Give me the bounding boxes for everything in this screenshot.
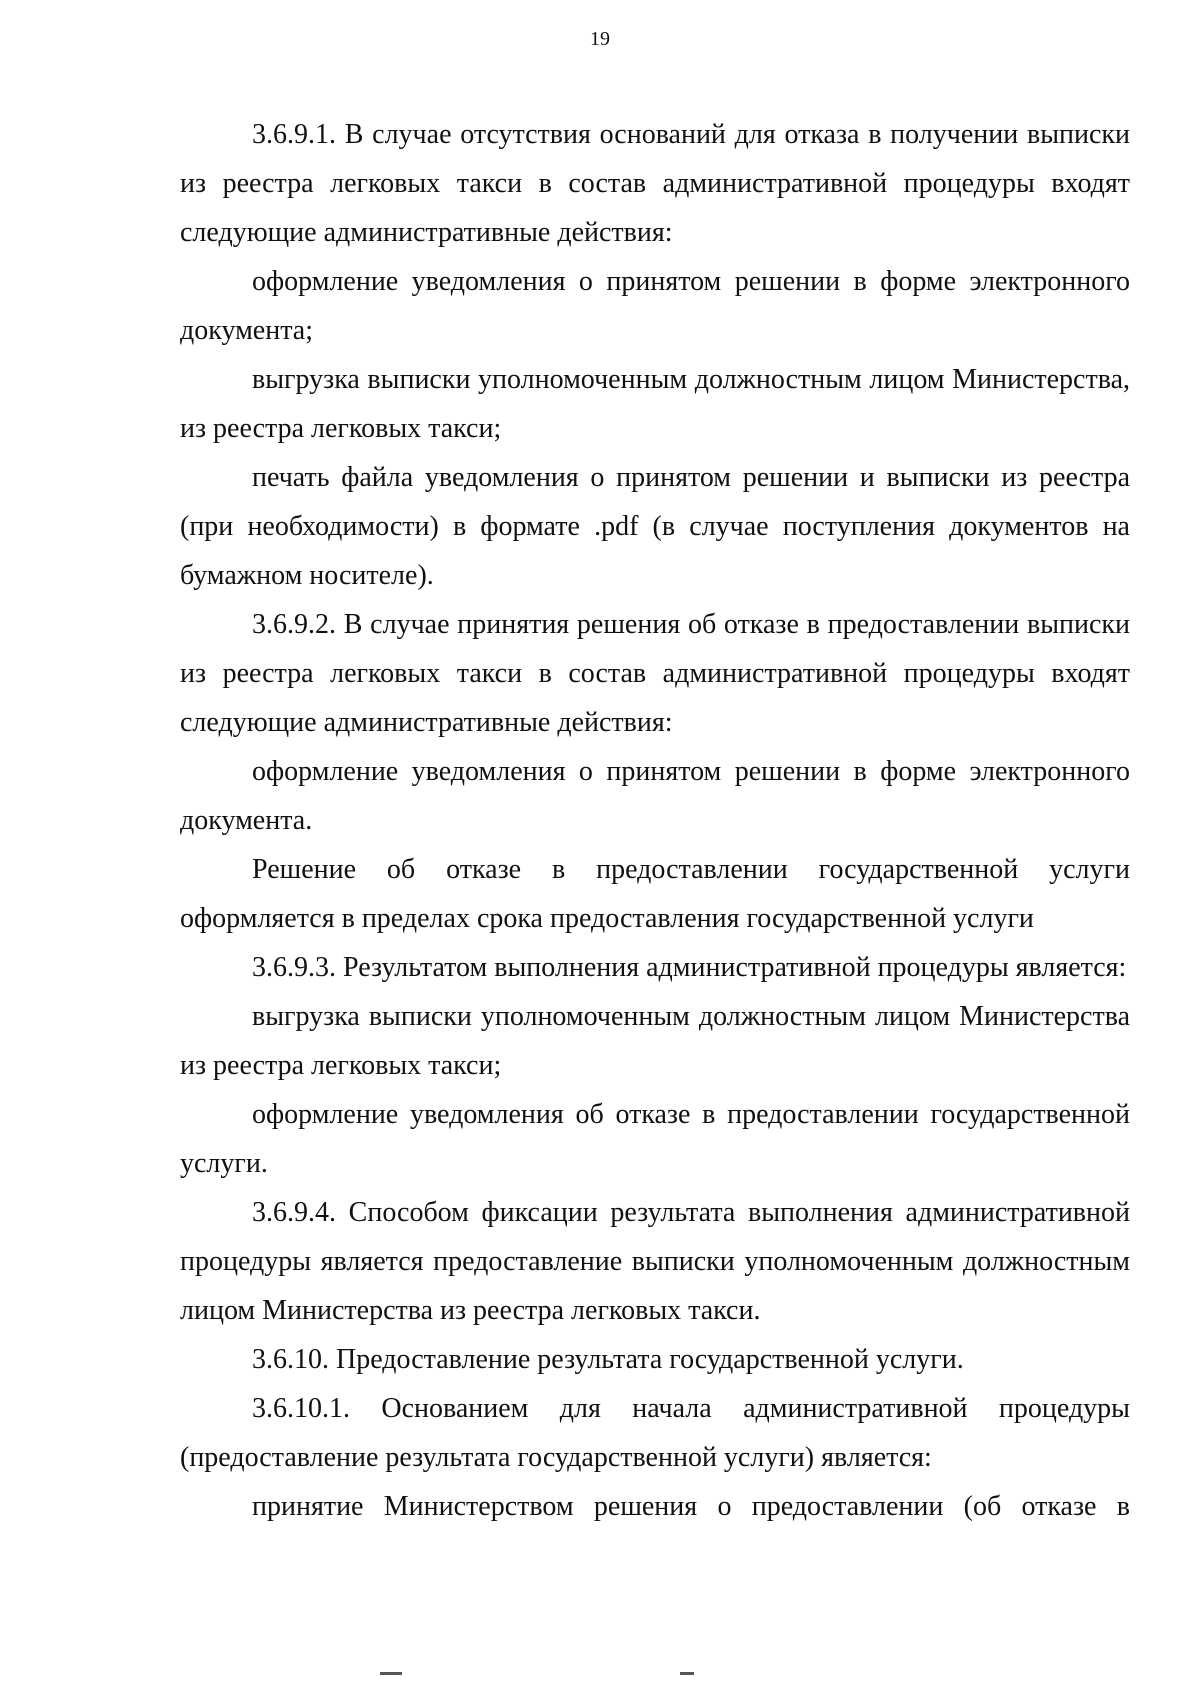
paragraph-3-6-9-2: 3.6.9.2. В случае принятия решения об отказе в предоставлении выписки из реестра легковых такси в состав административной процедуры входят следующие административные действия:	[180, 609, 1130, 738]
paragraph-3-6-9-4: 3.6.9.4. Способом фиксации результата выполнения административной процедуры является предоставление выписки уполномоченным должностным лицом Министерства из реестра легковых такси.	[180, 1197, 1130, 1326]
paragraph-3-6-10: 3.6.10. Предоставление результата государственной услуги.	[252, 1344, 964, 1375]
paragraph-notice-electronic: оформление уведомления о принятом решении в форме электронного документа;	[180, 266, 1130, 346]
paragraph-refusal-notice: оформление уведомления об отказе в предоставлении государственной услуги.	[180, 1099, 1130, 1179]
paragraph-notice-electronic-2: оформление уведомления о принятом решении в форме электронного документа.	[180, 756, 1130, 836]
paragraph-ministry-decision: принятие Министерством решения о предоставлении (об отказе в	[252, 1491, 1130, 1522]
paragraph-refusal-decision: Решение об отказе в предоставлении государственной услуги оформляется в пределах срока предоставления государственной услуги	[180, 854, 1130, 934]
paragraph-print-file: печать файла уведомления о принятом решении и выписки из реестра (при необходимости) в формате .pdf (в случае поступления документов на бумажном носителе).	[180, 462, 1130, 591]
cut-off-next-line	[380, 1672, 700, 1675]
paragraph-extract-upload-2: выгрузка выписки уполномоченным должностным лицом Министерства из реестра легковых такси;	[180, 1001, 1130, 1081]
paragraph-extract-upload: выгрузка выписки уполномоченным должностным лицом Министерства, из реестра легковых такси;	[180, 364, 1130, 444]
page-number: 19	[590, 28, 610, 50]
paragraph-3-6-9-1: 3.6.9.1. В случае отсутствия оснований для отказа в получении выписки из реестра легковых такси в состав административной процедуры входят следующие административные действия:	[180, 119, 1130, 248]
paragraph-3-6-10-1: 3.6.10.1. Основанием для начала административной процедуры (предоставление результата государственной услуги) является:	[180, 1393, 1130, 1473]
document-body	[180, 110, 1130, 1531]
paragraph-3-6-9-3: 3.6.9.3. Результатом выполнения административной процедуры является:	[252, 952, 1127, 983]
